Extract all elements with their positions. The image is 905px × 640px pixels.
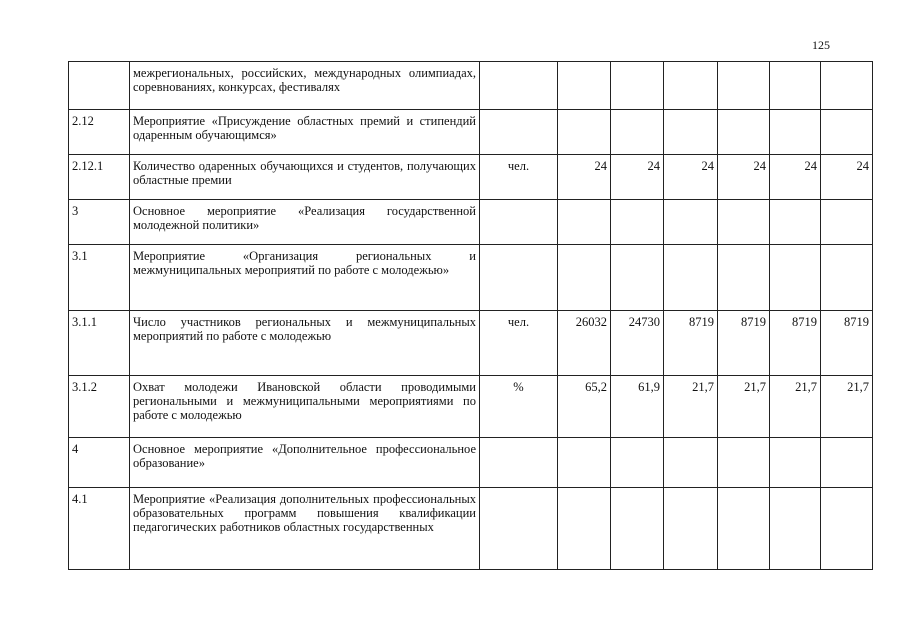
table-row xyxy=(69,200,873,245)
row-value-cell xyxy=(558,110,611,155)
row-value-cell: 21,7 xyxy=(718,376,770,438)
row-unit-cell xyxy=(480,110,558,155)
row-value-cell xyxy=(558,438,611,488)
table-row xyxy=(69,311,873,376)
row-value-cell xyxy=(664,488,718,570)
table-row xyxy=(69,155,873,200)
indicators-table xyxy=(68,61,873,570)
row-number-cell: 3.1.2 xyxy=(69,376,130,438)
row-value-cell xyxy=(558,245,611,311)
row-unit-cell: чел. xyxy=(480,311,558,376)
row-number-cell: 3.1 xyxy=(69,245,130,311)
row-value-cell xyxy=(770,62,821,110)
row-unit-cell xyxy=(480,245,558,311)
row-value-cell: 24 xyxy=(821,155,873,200)
row-value-cell xyxy=(718,245,770,311)
row-value-cell: 8719 xyxy=(770,311,821,376)
row-description-cell: Мероприятие «Организация региональных и межмуниципальных мероприятий по работе с молодежью» xyxy=(130,245,480,311)
row-value-cell xyxy=(558,488,611,570)
row-description-cell: межрегиональных, российских, международных олимпиадах, соревнованиях, конкурсах, фестивалях xyxy=(130,62,480,110)
row-value-cell xyxy=(664,200,718,245)
row-description-cell: Мероприятие «Реализация дополнительных профессиональных образовательных программ повышения квалификации педагогических работников областных государственных xyxy=(130,488,480,570)
row-unit-cell xyxy=(480,62,558,110)
row-value-cell xyxy=(558,200,611,245)
row-value-cell: 24 xyxy=(611,155,664,200)
row-value-cell: 24 xyxy=(664,155,718,200)
row-number-cell: 2.12 xyxy=(69,110,130,155)
row-unit-cell: % xyxy=(480,376,558,438)
row-value-cell: 21,7 xyxy=(821,376,873,438)
row-value-cell xyxy=(611,200,664,245)
row-value-cell xyxy=(770,488,821,570)
row-value-cell: 8719 xyxy=(718,311,770,376)
row-value-cell xyxy=(770,110,821,155)
row-number-cell: 4 xyxy=(69,438,130,488)
row-value-cell: 24 xyxy=(558,155,611,200)
row-value-cell: 65,2 xyxy=(558,376,611,438)
page-number: 125 xyxy=(812,38,830,52)
row-value-cell: 26032 xyxy=(558,311,611,376)
row-value-cell: 21,7 xyxy=(664,376,718,438)
row-value-cell xyxy=(664,110,718,155)
row-value-cell xyxy=(770,438,821,488)
row-value-cell xyxy=(718,62,770,110)
row-value-cell xyxy=(718,200,770,245)
row-value-cell xyxy=(821,200,873,245)
row-value-cell xyxy=(718,488,770,570)
row-number-cell: 2.12.1 xyxy=(69,155,130,200)
row-unit-cell xyxy=(480,488,558,570)
table-row xyxy=(69,438,873,488)
row-value-cell xyxy=(611,62,664,110)
row-value-cell xyxy=(664,438,718,488)
row-value-cell: 8719 xyxy=(821,311,873,376)
row-value-cell: 21,7 xyxy=(770,376,821,438)
row-value-cell xyxy=(611,488,664,570)
row-value-cell: 8719 xyxy=(664,311,718,376)
row-value-cell xyxy=(821,245,873,311)
row-number-cell: 3.1.1 xyxy=(69,311,130,376)
row-value-cell: 24730 xyxy=(611,311,664,376)
row-value-cell xyxy=(821,438,873,488)
row-value-cell xyxy=(611,110,664,155)
row-value-cell xyxy=(611,245,664,311)
row-value-cell xyxy=(821,62,873,110)
row-description-cell: Число участников региональных и межмуниципальных мероприятий по работе с молодежью xyxy=(130,311,480,376)
row-value-cell xyxy=(718,110,770,155)
row-number-cell: 3 xyxy=(69,200,130,245)
row-unit-cell xyxy=(480,200,558,245)
table-row xyxy=(69,62,873,110)
row-value-cell xyxy=(821,110,873,155)
row-unit-cell xyxy=(480,438,558,488)
row-value-cell: 61,9 xyxy=(611,376,664,438)
row-value-cell: 24 xyxy=(718,155,770,200)
row-value-cell xyxy=(718,438,770,488)
row-description-cell: Охват молодежи Ивановской области проводимыми региональными и межмуниципальными мероприятиями по работе с молодежью xyxy=(130,376,480,438)
row-description-cell: Мероприятие «Присуждение областных премий и стипендий одаренным обучающимся» xyxy=(130,110,480,155)
row-value-cell xyxy=(664,245,718,311)
table-row xyxy=(69,110,873,155)
row-value-cell xyxy=(770,245,821,311)
table-row xyxy=(69,376,873,438)
row-number-cell: 4.1 xyxy=(69,488,130,570)
row-unit-cell: чел. xyxy=(480,155,558,200)
row-value-cell xyxy=(821,488,873,570)
row-number-cell xyxy=(69,62,130,110)
row-value-cell: 24 xyxy=(770,155,821,200)
row-description-cell: Основное мероприятие «Дополнительное профессиональное образование» xyxy=(130,438,480,488)
row-value-cell xyxy=(770,200,821,245)
row-description-cell: Основное мероприятие «Реализация государственной молодежной политики» xyxy=(130,200,480,245)
table-row xyxy=(69,245,873,311)
row-value-cell xyxy=(611,438,664,488)
row-value-cell xyxy=(558,62,611,110)
row-description-cell: Количество одаренных обучающихся и студентов, получающих областные премии xyxy=(130,155,480,200)
table-row xyxy=(69,488,873,570)
row-value-cell xyxy=(664,62,718,110)
